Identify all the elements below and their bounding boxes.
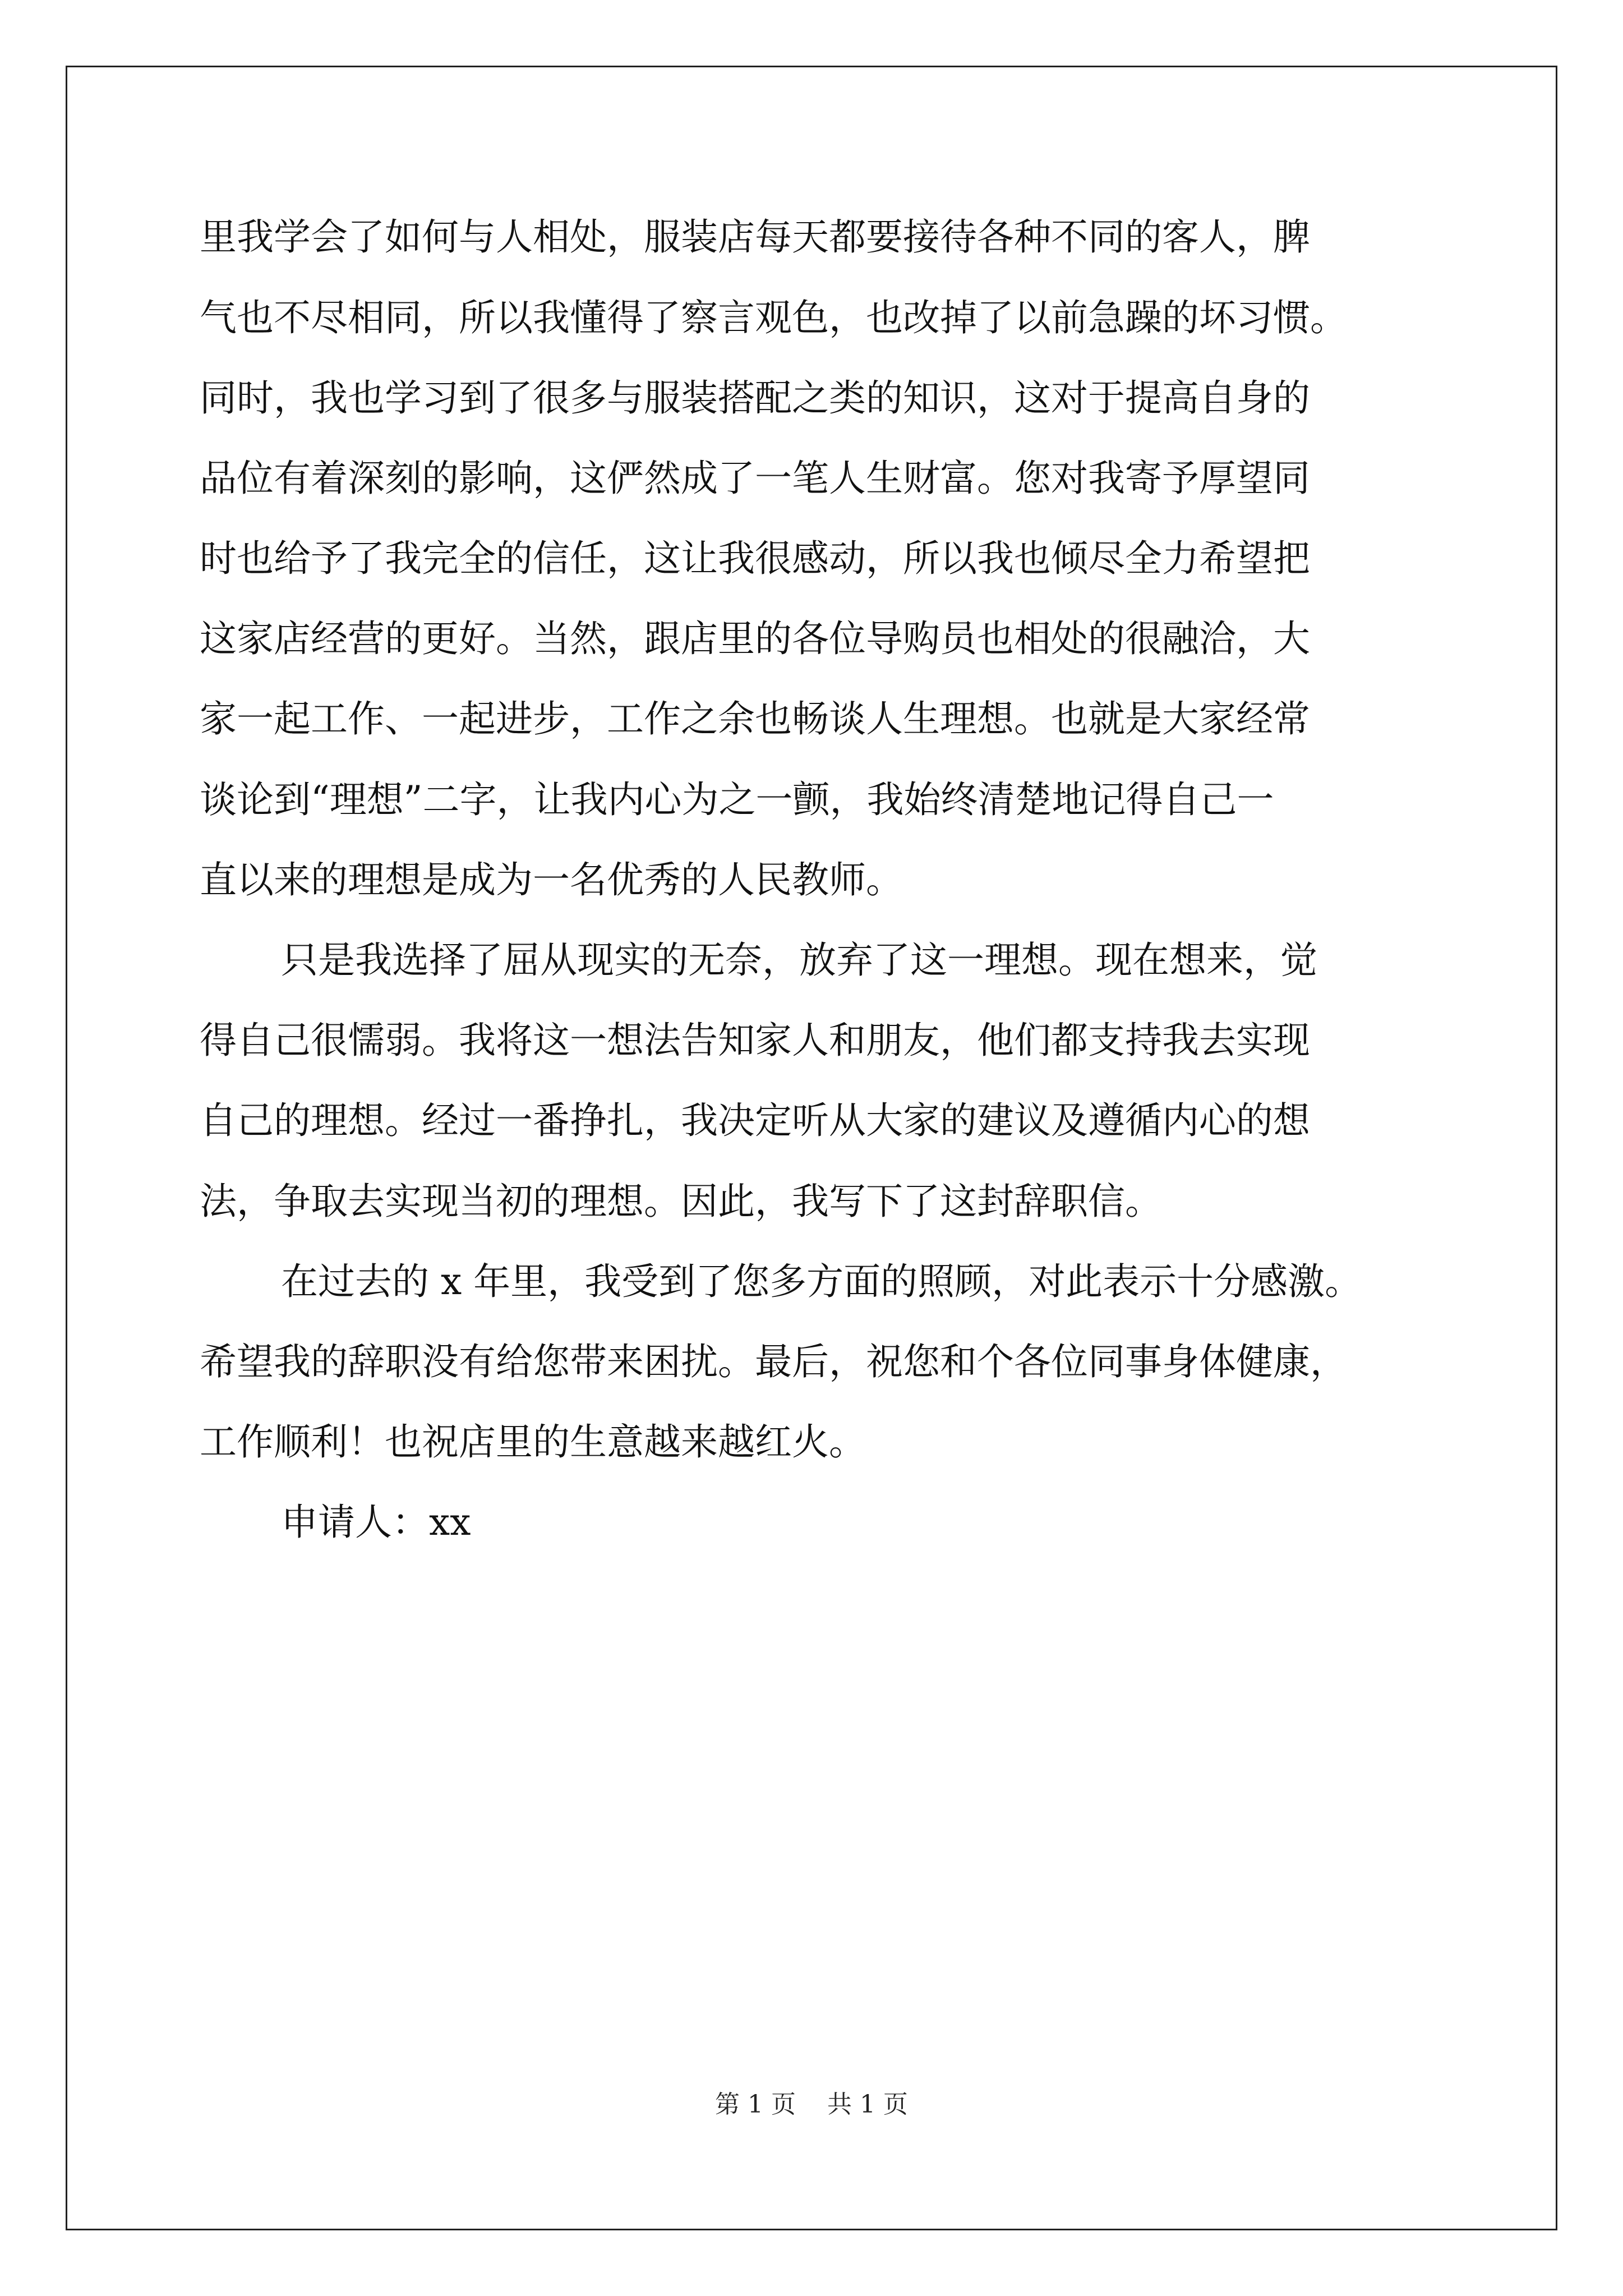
text-line: 里我学会了如何与人相处，服装店每天都要接待各种不同的客人，脾 [200,215,1310,259]
text-line: 家一起工作、一起进步，工作之余也畅谈人生理想。也就是大家经常 [200,697,1310,740]
text-line: 法，争取去实现当初的理想。因此，我写下了这封辞职信。 [200,1180,1162,1223]
text-line: 气也不尽相同，所以我懂得了察言观色，也改掉了以前急躁的坏习惯。 [200,296,1347,339]
text-line: 得自己很懦弱。我将这一想法告知家人和朋友，他们都支持我去实现 [200,1019,1310,1062]
paragraph-first-line: 只是我选择了屈从现实的无奈，放弃了这一理想。现在想来，觉 [281,938,1317,982]
text-line: 品位有着深刻的影响，这俨然成了一笔人生财富。您对我寄予厚望同 [200,457,1310,500]
text-line: 希望我的辞职没有给您带来困扰。最后，祝您和个各位同事身体健康， [200,1340,1347,1383]
page-number-footer: 第 1 页 共 1 页 [715,2090,908,2119]
text-line: 工作顺利！也祝店里的生意越来越红火。 [200,1420,866,1464]
text-line: 直以来的理想是成为一名优秀的人民教师。 [200,858,903,901]
text-line: 谈论到“理想”二字，让我内心为之一颤，我始终清楚地记得自己一 [200,778,1274,821]
text-line: 时也给予了我完全的信任，这让我很感动，所以我也倾尽全力希望把 [200,537,1310,580]
text-line: 自己的理想。经过一番挣扎，我决定听从大家的建议及遵循内心的想 [200,1099,1310,1142]
text-line: 这家店经营的更好。当然，跟店里的各位导购员也相处的很融洽，大 [200,617,1310,660]
text-line: 同时，我也学习到了很多与服装搭配之类的知识，这对于提高自身的 [200,376,1310,420]
applicant-signature-line: 申请人：xx [281,1501,471,1544]
paragraph-first-line: 在过去的 x 年里，我受到了您多方面的照顾，对此表示十分感激。 [281,1260,1362,1303]
